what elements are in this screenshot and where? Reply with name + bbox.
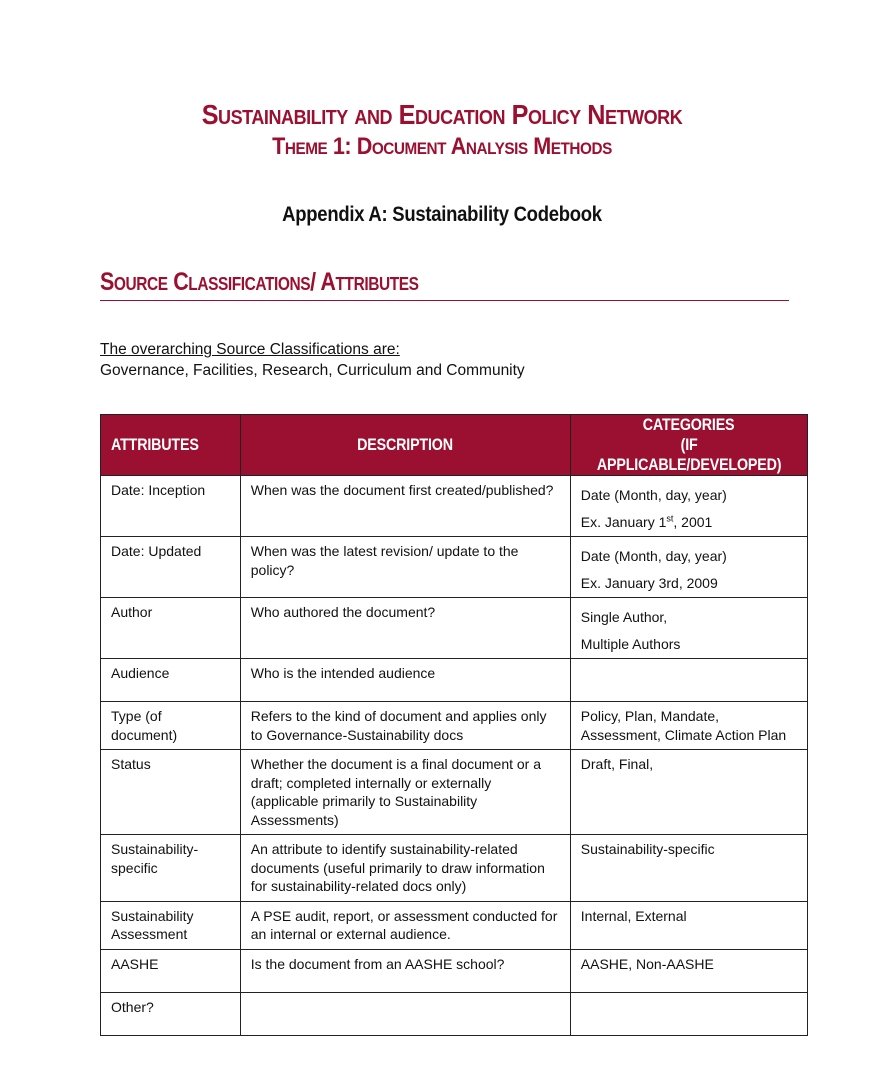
table-row: [101, 476, 808, 537]
category-cell: [570, 659, 807, 702]
description-cell: When was the latest revision/ update to the policy?: [240, 537, 570, 598]
attribute-cell: Date: Updated: [101, 537, 241, 598]
category-cell: Date (Month, day, year) Ex. January 3rd, 2009: [570, 537, 807, 598]
table-header-row: [101, 415, 808, 476]
section-heading: [100, 268, 789, 301]
description-cell: Who is the intended audience: [240, 659, 570, 702]
category-cell: Internal, External: [570, 901, 807, 949]
classifications-label: The overarching Source Classifications are:: [100, 341, 400, 358]
description-cell: Refers to the kind of document and applies only to Governance-Sustainability docs: [240, 702, 570, 750]
description-cell: Is the document from an AASHE school?: [240, 949, 570, 992]
attribute-cell: Other?: [101, 992, 241, 1035]
category-cell: [570, 992, 807, 1035]
table-row: [101, 949, 808, 992]
attribute-cell: Author: [101, 598, 241, 659]
table-row: [101, 992, 808, 1035]
attribute-cell: Status: [101, 750, 241, 835]
category-cell: AASHE, Non-AASHE: [570, 949, 807, 992]
category-cell: Policy, Plan, Mandate, Assessment, Climate Action Plan: [570, 702, 807, 750]
table-row: [101, 598, 808, 659]
codebook-table: [100, 414, 808, 1036]
table-row: [101, 750, 808, 835]
header-attributes: ATTRIBUTES: [101, 415, 241, 476]
document-header: [0, 98, 884, 162]
attribute-cell: Date: Inception: [101, 476, 241, 537]
description-cell: When was the document first created/published?: [240, 476, 570, 537]
description-cell: Who authored the document?: [240, 598, 570, 659]
classifications-list: Governance, Facilities, Research, Curriculum and Community: [100, 362, 525, 379]
attribute-cell: Audience: [101, 659, 241, 702]
category-cell: Sustainability-specific: [570, 835, 807, 902]
attribute-cell: Sustainability-specific: [101, 835, 241, 902]
attribute-cell: Sustainability Assessment: [101, 901, 241, 949]
table-row: [101, 702, 808, 750]
header-description: DESCRIPTION: [240, 415, 570, 476]
theme-title: Theme 1: Document Analysis Methods: [272, 133, 612, 160]
category-cell: Date (Month, day, year) Ex. January 1st, 2001: [570, 476, 807, 537]
description-cell: Whether the document is a final document or a draft; completed internally or externally (applicable primarily to Sustainability Assessments): [240, 750, 570, 835]
attribute-cell: Type (of document): [101, 702, 241, 750]
category-cell: Draft, Final,: [570, 750, 807, 835]
table-row: [101, 901, 808, 949]
intro-paragraph: [100, 339, 525, 381]
attribute-cell: AASHE: [101, 949, 241, 992]
description-cell: A PSE audit, report, or assessment conducted for an internal or external audience.: [240, 901, 570, 949]
appendix-title: Appendix A: Sustainability Codebook: [282, 203, 602, 226]
category-cell: Single Author, Multiple Authors: [570, 598, 807, 659]
table-row: [101, 835, 808, 902]
network-title: Sustainability and Education Policy Network: [201, 99, 683, 130]
table-row: [101, 537, 808, 598]
description-cell: An attribute to identify sustainability-related documents (useful primarily to draw information for sustainability-related docs only): [240, 835, 570, 902]
table-row: [101, 659, 808, 702]
description-cell: [240, 992, 570, 1035]
section-heading-text: Source Classifications/ Attributes: [100, 268, 419, 296]
header-categories: CATEGORIES (IF APPLICABLE/DEVELOPED): [570, 415, 807, 476]
